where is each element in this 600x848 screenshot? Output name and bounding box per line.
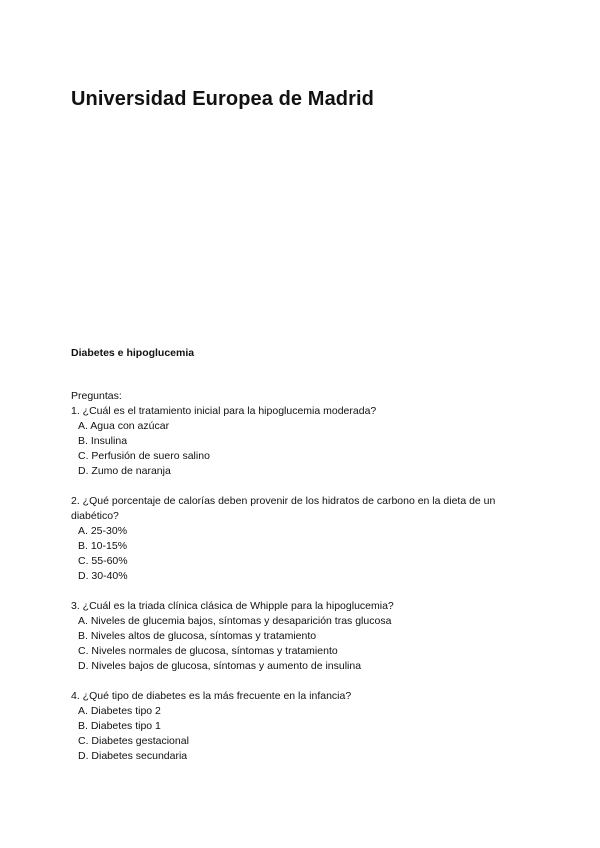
question-block-3 bbox=[71, 599, 541, 674]
question-3-option-d: D. Niveles bajos de glucosa, síntomas y aumento de insulina bbox=[78, 660, 362, 672]
question-4-option-d: D. Diabetes secundaria bbox=[78, 750, 188, 762]
questions-section bbox=[71, 389, 541, 779]
question-2-option-d: D. 30-40% bbox=[78, 570, 128, 582]
question-4-option-b: B. Diabetes tipo 1 bbox=[78, 720, 161, 732]
question-1-option-c: C. Perfusión de suero salino bbox=[78, 450, 210, 462]
question-3-text: 3. ¿Cuál es la triada clínica clásica de Whipple para la hipoglucemia? bbox=[71, 600, 394, 612]
intro-label: Preguntas: bbox=[71, 390, 122, 402]
question-4-text: 4. ¿Qué tipo de diabetes es la más frecuente en la infancia? bbox=[71, 690, 352, 702]
question-3-option-c: C. Niveles normales de glucosa, síntomas y tratamiento bbox=[78, 645, 338, 657]
question-block-1 bbox=[71, 404, 541, 479]
question-block-2 bbox=[71, 494, 541, 584]
question-2-option-a: A. 25-30% bbox=[78, 525, 128, 537]
question-2-option-c: C. 55-60% bbox=[78, 555, 128, 567]
question-2-option-b: B. 10-15% bbox=[78, 540, 128, 552]
question-block-4 bbox=[71, 689, 541, 764]
question-1-option-d: D. Zumo de naranja bbox=[78, 465, 171, 477]
document-subtitle: Diabetes e hipoglucemia bbox=[71, 347, 195, 359]
question-1-text: 1. ¿Cuál es el tratamiento inicial para la hipoglucemia moderada? bbox=[71, 405, 377, 417]
document-title: Universidad Europea de Madrid bbox=[71, 88, 374, 110]
question-4-option-a: A. Diabetes tipo 2 bbox=[78, 705, 161, 717]
question-2-text: 2. ¿Qué porcentaje de calorías deben provenir de los hidratos de carbono en la dieta de un diabético? bbox=[71, 495, 496, 522]
question-3-option-b: B. Niveles altos de glucosa, síntomas y tratamiento bbox=[78, 630, 317, 642]
question-1-option-a: A. Agua con azúcar bbox=[78, 420, 170, 432]
question-1-option-b: B. Insulina bbox=[78, 435, 128, 447]
question-3-option-a: A. Niveles de glucemia bajos, síntomas y desaparición tras glucosa bbox=[78, 615, 392, 627]
question-4-option-c: C. Diabetes gestacional bbox=[78, 735, 189, 747]
